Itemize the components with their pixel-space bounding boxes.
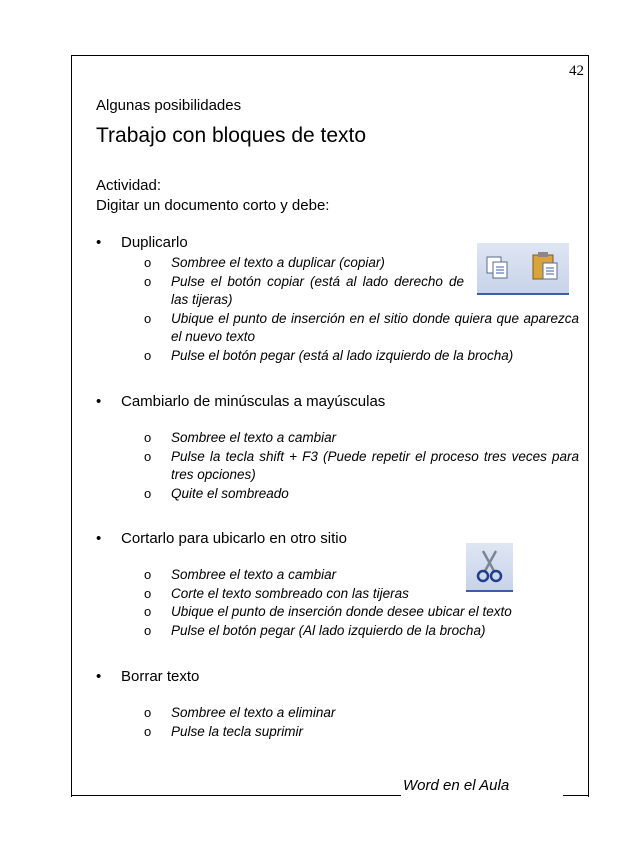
footer-text: Word en el Aula (403, 777, 510, 794)
scissors-icon[interactable] (466, 543, 513, 590)
footer-rule-right (563, 795, 588, 796)
section-subtitle: Algunas posibilidades (96, 97, 242, 114)
circle-bullet-icon: o (144, 567, 152, 582)
bullet-icon: • (96, 234, 102, 251)
copy-paste-toolbar[interactable] (477, 243, 569, 295)
paste-icon[interactable] (527, 243, 567, 293)
activity-text: Digitar un documento corto y debe: (96, 197, 330, 214)
page-number: 42 (569, 63, 584, 79)
bullet-label: Cambiarlo de minúsculas a mayúsculas (121, 393, 386, 410)
list-item: o Quite el sombreado (144, 485, 579, 504)
circle-bullet-icon: o (144, 485, 152, 501)
list-item: o Pulse el botón copiar (está al lado derecho de las tijeras) (144, 273, 464, 307)
circle-bullet-icon: o (144, 255, 152, 270)
bullet-label: Duplicarlo (121, 234, 188, 251)
list-item: o Pulse la tecla suprimir (144, 723, 579, 742)
circle-bullet-icon: o (144, 585, 152, 601)
bullet-icon: • (96, 393, 102, 410)
circle-bullet-icon: o (144, 622, 152, 638)
list-item: o Pulse el botón pegar (está al lado izquierdo de la brocha) (144, 347, 579, 366)
list-item: o Sombree el texto a duplicar (copiar) (144, 254, 434, 273)
page-title: Trabajo con bloques de texto (96, 124, 367, 147)
bullet-label: Borrar texto (121, 668, 200, 685)
circle-bullet-icon: o (144, 347, 152, 363)
list-item: o Ubique el punto de inserción en el sitio donde quiera que aparezca el nuevo texto (144, 310, 579, 344)
bullet-mayusculas (96, 392, 579, 503)
bullet-label: Cortarlo para ubicarlo en otro sitio (121, 530, 347, 547)
bullet-icon: • (96, 668, 102, 685)
circle-bullet-icon: o (144, 723, 152, 739)
bullet-icon: • (96, 530, 102, 547)
activity-label: Actividad: (96, 177, 162, 194)
list-item: o Sombree el texto a eliminar (144, 704, 579, 723)
list-item: o Corte el texto sombreado con las tijeras (144, 585, 579, 604)
footer-rule-left (71, 795, 401, 796)
list-item: o Sombree el texto a cambiar (144, 566, 579, 585)
cut-button[interactable] (466, 543, 513, 592)
list-item: o Pulse el botón pegar (Al lado izquierdo de la brocha) (144, 622, 579, 641)
circle-bullet-icon: o (144, 448, 152, 464)
circle-bullet-icon: o (144, 705, 152, 720)
circle-bullet-icon: o (144, 430, 152, 445)
bullet-borrar (96, 667, 576, 741)
circle-bullet-icon: o (144, 273, 152, 289)
circle-bullet-icon: o (144, 604, 152, 619)
list-item: o Ubique el punto de inserción donde desee ubicar el texto (144, 603, 579, 622)
list-item: o Pulse la tecla shift + F3 (Puede repetir el proceso tres veces para tres opciones) (144, 448, 579, 482)
list-item: o Sombree el texto a cambiar (144, 429, 579, 448)
activity-block (96, 176, 329, 216)
circle-bullet-icon: o (144, 310, 152, 326)
